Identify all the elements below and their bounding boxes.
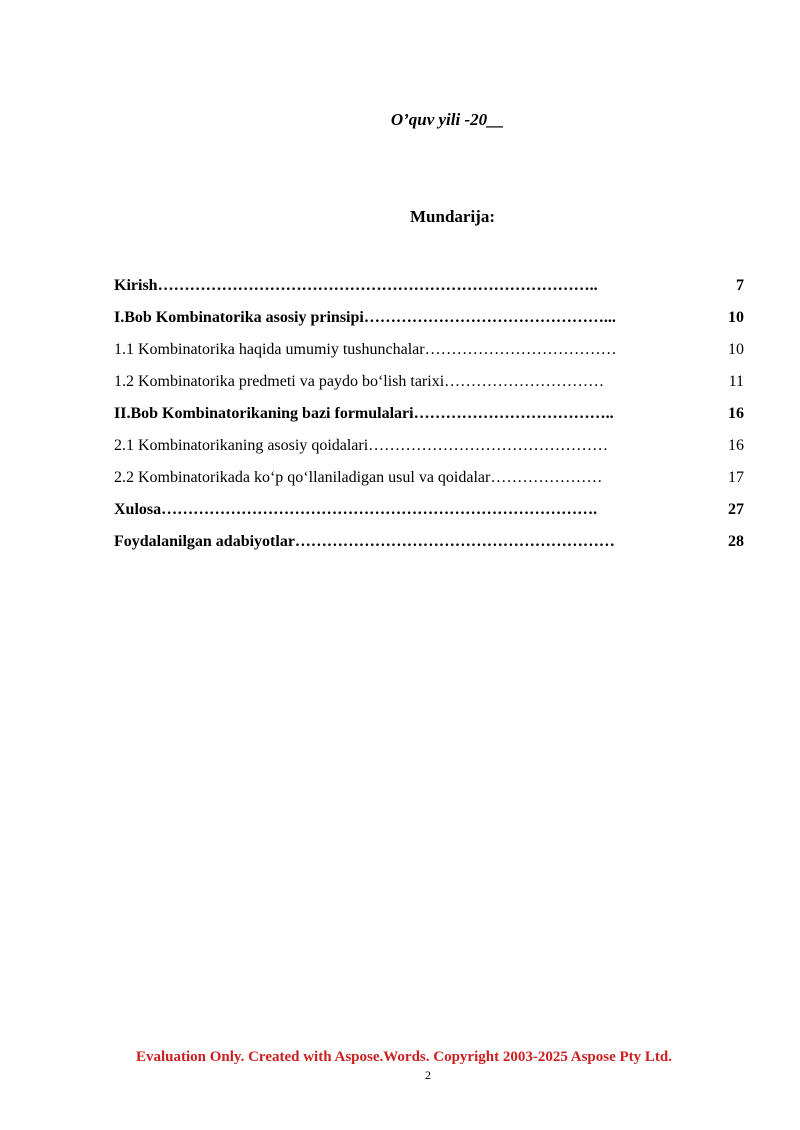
toc-entry-text: I.Bob Kombinatorika asosiy prinsipi………………………………………... [114, 309, 616, 326]
toc-entry-chapter-1[interactable] [114, 302, 744, 334]
toc-entry-page: 27 [728, 501, 744, 518]
toc-entry-intro[interactable] [114, 270, 744, 302]
toc-entry-page: 10 [728, 341, 744, 358]
evaluation-watermark-note: Evaluation Only. Created with Aspose.Words. Copyright 2003-2025 Aspose Pty Ltd. [135, 1049, 673, 1065]
toc-entry-section-1-1[interactable] [114, 334, 744, 366]
toc-entry-section-1-2[interactable] [114, 366, 744, 398]
toc-entry-text: Foydalanilgan adabiyotlar…………………………………………………… [114, 533, 615, 550]
toc-entry-page: 16 [728, 405, 744, 422]
toc-entry-section-2-1[interactable] [114, 430, 744, 462]
toc-entry-text: Xulosa………………………………………………………………………. [114, 501, 598, 518]
page-number: 2 [425, 1068, 431, 1082]
academic-year-line: O’quv yili -20__ [390, 110, 505, 129]
toc-entry-text: 1.2 Kombinatorika predmeti va paydo bo‘lish tarixi………………………… [114, 373, 605, 390]
toc-entry-chapter-2[interactable] [114, 398, 744, 430]
toc-entry-page: 17 [728, 469, 744, 486]
toc-entry-text: II.Bob Kombinatorikaning bazi formulalari……………………………….. [114, 405, 614, 422]
toc-entry-page: 16 [728, 437, 744, 454]
toc-entry-references[interactable] [114, 526, 744, 558]
toc-entry-text: 1.1 Kombinatorika haqida umumiy tushunchalar……………………………… [114, 341, 617, 358]
toc-entry-conclusion[interactable] [114, 494, 744, 526]
toc-entry-page: 7 [736, 277, 744, 294]
toc-title: Mundarija: [410, 207, 495, 226]
toc-entry-page: 28 [728, 533, 744, 550]
toc-entry-text: 2.2 Kombinatorikada ko‘p qo‘llaniladigan usul va qoidalar………………… [114, 469, 603, 486]
toc-entry-text: Kirish……………………………………………………………………….. [114, 277, 598, 294]
table-of-contents [114, 270, 744, 558]
toc-entry-page: 10 [728, 309, 744, 326]
toc-entry-text: 2.1 Kombinatorikaning asosiy qoidalari……………………………………… [114, 437, 609, 454]
toc-entry-page: 11 [728, 373, 744, 390]
toc-entry-section-2-2[interactable] [114, 462, 744, 494]
